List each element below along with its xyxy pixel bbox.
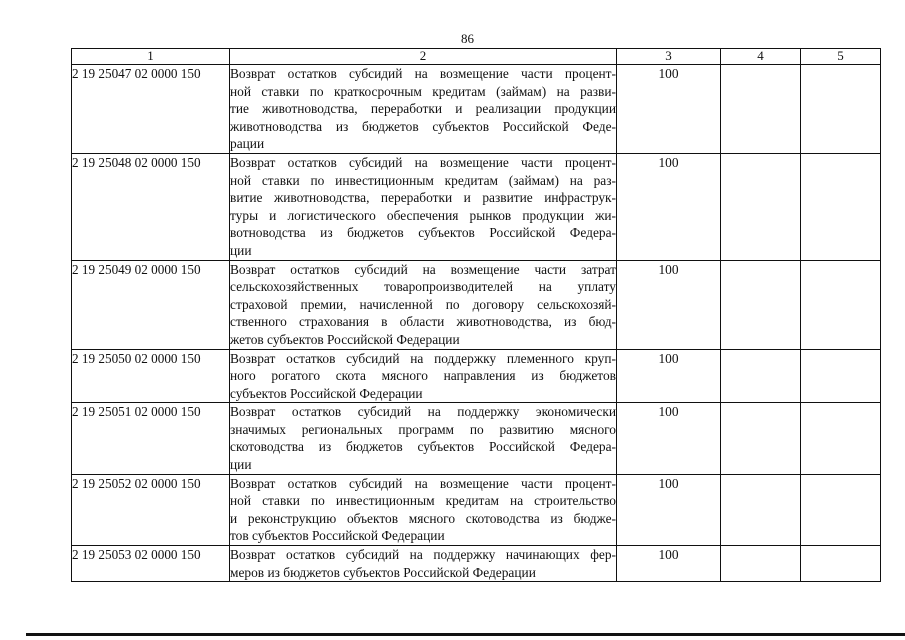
col3-value-cell: 100 bbox=[617, 474, 721, 545]
budget-code-cell: 2 19 25047 02 0000 150 bbox=[72, 65, 230, 154]
col4-value-cell bbox=[721, 474, 801, 545]
col5-value-cell bbox=[801, 65, 881, 154]
revenue-name-line: тие животноводства, переработки и реализации продукции bbox=[230, 101, 616, 117]
revenue-name-line: Возврат остатков субсидий на поддержку начинающих фер- bbox=[230, 547, 616, 563]
table-row bbox=[72, 153, 881, 260]
revenue-name-line: значимых региональных программ по развитию мясного bbox=[230, 421, 616, 437]
col3-value-cell: 100 bbox=[617, 349, 721, 403]
col5-value-cell bbox=[801, 474, 881, 545]
header-col-5: 5 bbox=[801, 49, 881, 65]
col5-value-cell bbox=[801, 260, 881, 349]
revenue-name-line: Возврат остатков субсидий на поддержку племенного круп- bbox=[230, 350, 616, 366]
col3-value-cell: 100 bbox=[617, 65, 721, 154]
bottom-rule bbox=[26, 633, 905, 636]
col4-value-cell bbox=[721, 349, 801, 403]
revenue-name-line: ной ставки по инвестиционным кредитам на строительство bbox=[230, 493, 616, 509]
revenue-name-line: жетов субъектов Российской Федерации bbox=[230, 331, 460, 347]
revenue-name-line: субъектов Российской Федерации bbox=[230, 385, 423, 401]
revenue-name-cell bbox=[230, 153, 617, 260]
table-row bbox=[72, 474, 881, 545]
revenue-name-line: ной ставки по инвестиционным кредитам (займам) на раз- bbox=[230, 172, 616, 188]
budget-classification-table bbox=[71, 48, 881, 582]
col5-value-cell bbox=[801, 403, 881, 474]
col3-value-cell: 100 bbox=[617, 260, 721, 349]
col3-value-cell: 100 bbox=[617, 546, 721, 582]
col5-value-cell bbox=[801, 153, 881, 260]
col4-value-cell bbox=[721, 260, 801, 349]
revenue-name-line: витие животноводства, переработки и развитие инфраструк- bbox=[230, 190, 616, 206]
revenue-name-line: Возврат остатков субсидий на возмещение части процент- bbox=[230, 475, 616, 491]
col3-value-cell: 100 bbox=[617, 153, 721, 260]
page-number: 86 bbox=[461, 31, 474, 46]
table-body bbox=[72, 65, 881, 582]
table-row bbox=[72, 65, 881, 154]
col4-value-cell bbox=[721, 403, 801, 474]
revenue-name-line: Возврат остатков субсидий на возмещение части затрат bbox=[230, 261, 616, 277]
table-row bbox=[72, 546, 881, 582]
revenue-name-line: тов субъектов Российской Федерации bbox=[230, 528, 445, 544]
revenue-name-line: туры и логистического обеспечения рынков продукции жи- bbox=[230, 207, 616, 223]
revenue-name-line: Возврат остатков субсидий на возмещение части процент- bbox=[230, 154, 616, 170]
col4-value-cell bbox=[721, 546, 801, 582]
revenue-name-line: ции bbox=[230, 457, 252, 473]
revenue-name-line: ции bbox=[230, 242, 252, 258]
revenue-name-cell bbox=[230, 403, 617, 474]
revenue-name-line: ной ставки по краткосрочным кредитам (займам) на разви- bbox=[230, 83, 616, 99]
revenue-name-cell bbox=[230, 65, 617, 154]
col5-value-cell bbox=[801, 546, 881, 582]
revenue-name-cell bbox=[230, 260, 617, 349]
budget-code-cell: 2 19 25048 02 0000 150 bbox=[72, 153, 230, 260]
budget-code-cell: 2 19 25050 02 0000 150 bbox=[72, 349, 230, 403]
budget-code-cell: 2 19 25053 02 0000 150 bbox=[72, 546, 230, 582]
revenue-name-cell bbox=[230, 546, 617, 582]
col4-value-cell bbox=[721, 153, 801, 260]
table-row bbox=[72, 260, 881, 349]
table-row bbox=[72, 403, 881, 474]
revenue-name-line: рации bbox=[230, 136, 265, 152]
revenue-name-line: ственного страхования в области животноводства, из бюд- bbox=[230, 314, 616, 330]
revenue-name-line: животноводства из бюджетов субъектов Российской Феде- bbox=[230, 118, 616, 134]
header-col-1: 1 bbox=[72, 49, 230, 65]
budget-code-cell: 2 19 25052 02 0000 150 bbox=[72, 474, 230, 545]
col3-value-cell: 100 bbox=[617, 403, 721, 474]
revenue-name-line: страховой премии, начисленной по договору сельскохозяй- bbox=[230, 296, 616, 312]
header-col-3: 3 bbox=[617, 49, 721, 65]
revenue-name-cell bbox=[230, 349, 617, 403]
revenue-name-line: вотноводства из бюджетов субъектов Российской Федера- bbox=[230, 225, 616, 241]
revenue-name-line: и реконструкцию объектов мясного скотоводства из бюдже- bbox=[230, 510, 616, 526]
revenue-name-line: сельскохозяйственных товаропроизводителей на уплату bbox=[230, 279, 616, 295]
budget-code-cell: 2 19 25051 02 0000 150 bbox=[72, 403, 230, 474]
revenue-name-line: скотоводства из бюджетов субъектов Российской Федера- bbox=[230, 439, 616, 455]
revenue-name-line: Возврат остатков субсидий на возмещение части процент- bbox=[230, 66, 616, 81]
table-row bbox=[72, 349, 881, 403]
header-row bbox=[72, 49, 881, 65]
col4-value-cell bbox=[721, 65, 801, 154]
budget-code-cell: 2 19 25049 02 0000 150 bbox=[72, 260, 230, 349]
header-col-4: 4 bbox=[721, 49, 801, 65]
header-col-2: 2 bbox=[230, 49, 617, 65]
col5-value-cell bbox=[801, 349, 881, 403]
revenue-name-line: Возврат остатков субсидий на поддержку экономически bbox=[230, 404, 616, 420]
revenue-name-line: ного рогатого скота мясного направления из бюджетов bbox=[230, 368, 616, 384]
revenue-name-cell bbox=[230, 474, 617, 545]
revenue-name-line: меров из бюджетов субъектов Российской Федерации bbox=[230, 564, 536, 580]
